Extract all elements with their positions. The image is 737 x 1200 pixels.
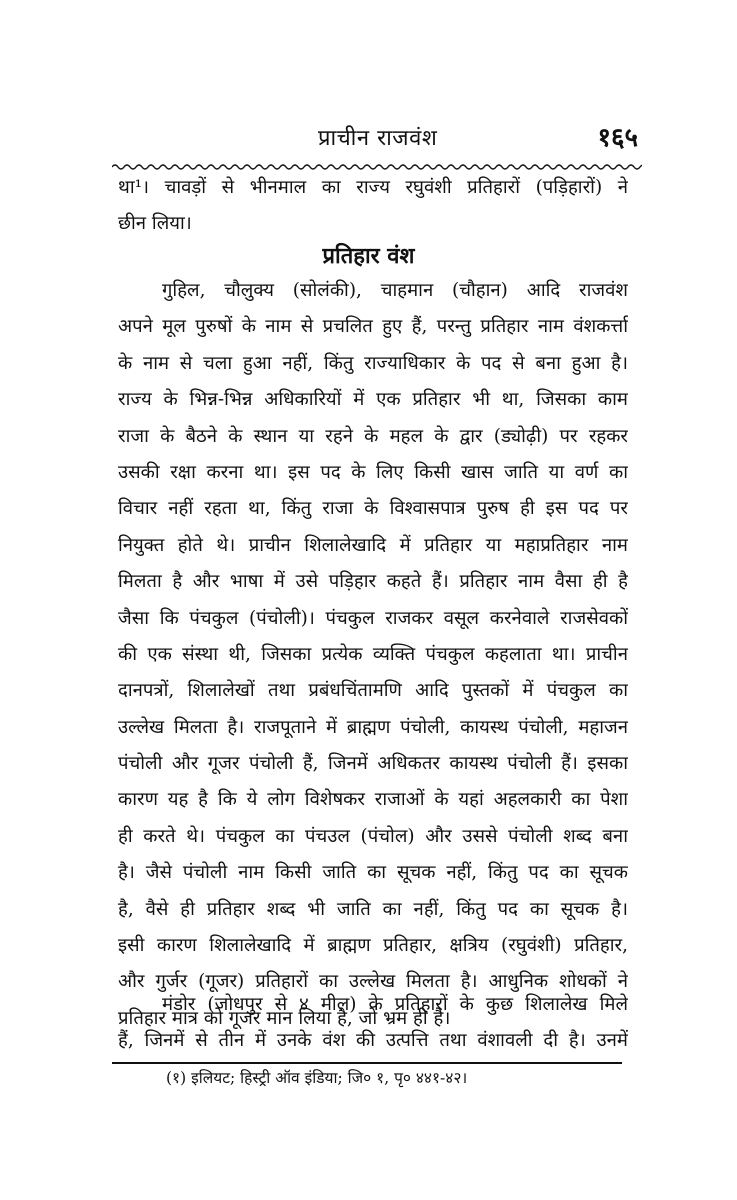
intro-paragraph xyxy=(118,170,628,243)
text-line: है, वैसे ही प्रतिहार शब्द भी जाति का नहीं, किंतु पद का सूचक है। xyxy=(118,898,628,920)
text-line: मंडोर (जोधपुर से ४ मील) के प्रतिहारों के कुछ शिलालेख मिले xyxy=(162,994,628,1015)
text-line: और गुर्जर (गूजर) प्रतिहारों का उल्लेख मिलता है। आधुनिक शोधकों ने xyxy=(118,971,628,993)
text-line: उसकी रक्षा करना था। इस पद के लिए किसी खास जाति या वर्ण का xyxy=(118,461,628,483)
footnote-divider xyxy=(112,1062,622,1064)
main-paragraph xyxy=(118,273,628,1037)
text-line: ही करते थे। पंचकुल का पंचउल (पंचोल) और उससे पंचोली शब्द बना xyxy=(118,825,628,847)
text-line: विचार नहीं रहता था, किंतु राजा के विश्वासपात्र पुरुष ही इस पद पर xyxy=(118,498,628,520)
section-heading: प्रतिहार वंश xyxy=(322,243,415,269)
text-line: राजा के बैठने के स्थान या रहने के महल के द्वार (ड्योढ़ी) पर रहकर xyxy=(118,425,628,447)
text-line: राज्य के भिन्न-भिन्न अधिकारियों में एक प्रतिहार भी था, जिसका काम xyxy=(118,389,628,411)
text-line: हैं, जिनमें से तीन में उनके वंश की उत्पत्ति तथा वंशावली दी है। उनमें xyxy=(118,1030,628,1052)
text-line: दानपत्रों, शिलालेखों तथा प्रबंधचिंतामणि आदि पुस्तकों में पंचकुल का xyxy=(118,680,628,702)
mandor-paragraph xyxy=(118,987,628,1060)
text-line: था¹। चावड़ों से भीनमाल का राज्य रघुवंशी प्रतिहारों (पड़िहारों) ने xyxy=(118,177,628,198)
text-line: नियुक्त होते थे। प्राचीन शिलालेखादि में प्रतिहार या महाप्रतिहार नाम xyxy=(118,534,628,556)
text-line: अपने मूल पुरुषों के नाम से प्रचलित हुए हैं, परन्तु प्रतिहार नाम वंशकर्त्ता xyxy=(118,316,628,338)
text-line: पंचोली और गूजर पंचोली हैं, जिनमें अधिकतर कायस्थ पंचोली हैं। इसका xyxy=(118,753,628,775)
text-line: गुहिल, चौलुक्य (सोलंकी), चाहमान (चौहान) आदि राजवंश xyxy=(162,280,628,301)
text-line: के नाम से चला हुआ नहीं, किंतु राज्याधिकार के पद से बना हुआ है। xyxy=(118,352,628,374)
text-line: प्रतिहार मात्र को गूजर मान लिया है, जो भ्रम ही है। xyxy=(118,1007,451,1029)
text-line: की एक संस्था थी, जिसका प्रत्येक व्यक्ति पंचकुल कहलाता था। प्राचीन xyxy=(118,643,628,665)
text-line: उल्लेख मिलता है। राजपूताने में ब्राह्मण पंचोली, कायस्थ पंचोली, महाजन xyxy=(118,716,628,738)
running-header xyxy=(110,122,650,162)
running-title: प्राचीन राजवंश xyxy=(318,126,438,151)
footnote: (१) इलियट; हिस्ट्री ऑव इंडिया; जि० १, पृ० ४४१-४२। xyxy=(166,1069,468,1087)
page-number: १६५ xyxy=(597,123,638,153)
text-line: कारण यह है कि ये लोग विशेषकर राजाओं के यहां अहलकारी का पेशा xyxy=(118,789,628,811)
text-line: इसी कारण शिलालेखादि में ब्राह्मण प्रतिहार, क्षत्रिय (रघुवंशी) प्रतिहार, xyxy=(118,935,628,957)
text-line: छीन लिया। xyxy=(118,213,192,235)
text-line: है। जैसे पंचोली नाम किसी जाति का सूचक नहीं, किंतु पद का सूचक xyxy=(118,862,628,884)
text-line: जैसा कि पंचकुल (पंचोली)। पंचकुल राजकर वसूल करनेवाले राजसेवकों xyxy=(118,607,628,629)
text-line: मिलता है और भाषा में उसे पड़िहार कहते हैं। प्रतिहार नाम वैसा ही है xyxy=(118,571,628,593)
